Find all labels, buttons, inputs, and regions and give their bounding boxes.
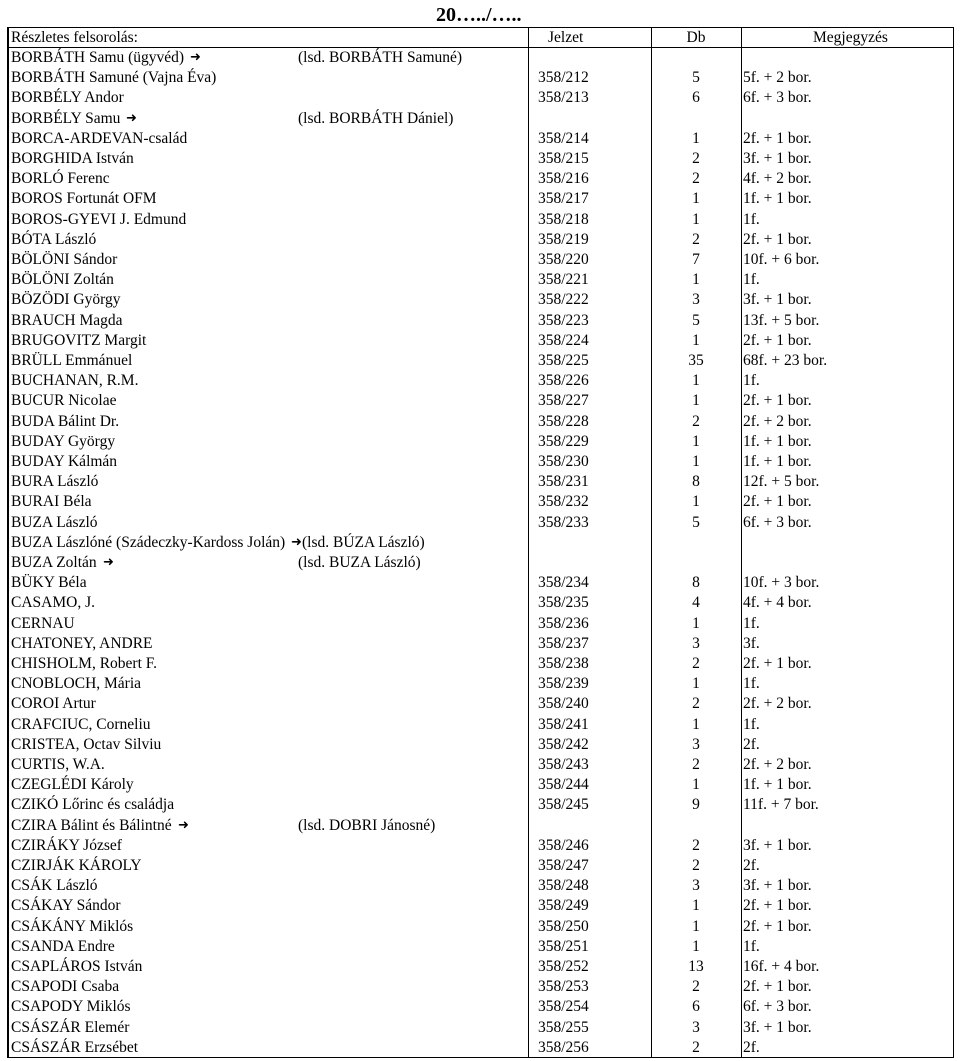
row-jelzet: 358/217 [538, 190, 589, 208]
row-db: 3 [692, 291, 700, 309]
row-jelzet: 358/237 [538, 634, 589, 652]
table-row [8, 997, 953, 1017]
table-row [8, 412, 953, 432]
row-db: 7 [692, 251, 700, 268]
row-megjegyzes: 2f. + 1 bor. [743, 978, 812, 996]
table-row [8, 48, 953, 68]
row-name: BUCUR Nicolae [11, 392, 117, 410]
row-megjegyzes: 10f. + 3 bor. [743, 574, 820, 592]
row-megjegyzes: 13f. + 5 bor. [743, 311, 820, 329]
row-jelzet: 358/253 [538, 978, 589, 996]
row-name: CSÁKÁNY Miklós [11, 917, 134, 935]
table-row [8, 472, 953, 492]
row-db: 1 [692, 776, 700, 794]
row-name: COROI Artur [11, 695, 96, 713]
row-jelzet: 358/243 [538, 756, 589, 773]
row-name: CSAPLÁROS István [11, 958, 143, 975]
row-megjegyzes: 11f. + 7 bor. [743, 796, 819, 814]
record-table [7, 27, 954, 1058]
table-row [8, 513, 953, 533]
row-name: CURTIS, W.A. [11, 756, 105, 773]
row-name: BOROS-GYEVI J. Edmund [11, 210, 187, 228]
row-name: BORBÉLY Samu [11, 109, 121, 127]
row-jelzet: 358/248 [538, 877, 589, 895]
row-megjegyzes: 5f. + 2 bor. [743, 69, 812, 87]
row-name: BORGHIDA István [11, 150, 134, 167]
row-jelzet: 358/220 [538, 251, 589, 268]
row-name: BÜKY Béla [11, 574, 87, 592]
row-megjegyzes: 3f. + 1 bor. [743, 291, 812, 309]
row-db: 1 [692, 493, 700, 511]
table-row [8, 250, 953, 270]
row-jelzet: 358/254 [538, 998, 589, 1016]
table-row [8, 1038, 953, 1058]
row-jelzet: 358/252 [538, 958, 589, 975]
header-name: Részletes felsorolás: [11, 29, 138, 46]
row-name: BORBÁTH Samu (ügyvéd) [11, 49, 185, 66]
row-db: 3 [692, 735, 700, 753]
table-row [8, 553, 953, 573]
row-db: 6 [692, 89, 700, 107]
row-name: CSAPODI Csaba [11, 978, 120, 996]
row-db: 35 [688, 352, 704, 369]
row-name: BUZA László [11, 513, 98, 531]
row-db: 1 [692, 392, 700, 410]
row-db: 2 [692, 170, 700, 188]
row-megjegyzes: 2f. + 1 bor. [743, 655, 812, 672]
row-reference: (lsd. DOBRI Jánosné) [298, 816, 436, 834]
table-row [8, 977, 953, 997]
date-placeholder: 20…../….. [436, 4, 522, 26]
row-megjegyzes: 68f. + 23 bor. [743, 352, 828, 369]
row-name: BÖLÖNI Zoltán [11, 271, 114, 289]
row-name: CSAPODY Miklós [11, 998, 131, 1016]
row-db: 1 [692, 271, 700, 289]
table-row [8, 917, 953, 937]
row-name: BÖLÖNI Sándor [11, 251, 118, 268]
table-row [8, 169, 953, 189]
table-row [8, 149, 953, 169]
row-name: CSANDA Endre [11, 937, 115, 955]
table-row [8, 816, 953, 836]
table-row [8, 694, 953, 714]
row-name: BUDA Bálint Dr. [11, 412, 120, 430]
row-megjegyzes: 1f. [743, 715, 760, 733]
row-jelzet: 358/219 [538, 230, 589, 248]
table-row [8, 109, 953, 129]
row-name: BRUGOVITZ Margit [11, 331, 147, 349]
row-megjegyzes: 1f. + 1 bor. [743, 432, 812, 450]
row-db: 1 [692, 614, 700, 632]
row-jelzet: 358/250 [538, 917, 589, 935]
table-row [8, 795, 953, 815]
row-megjegyzes: 1f. + 1 bor. [743, 190, 812, 208]
table-row [8, 432, 953, 452]
row-megjegyzes: 2f. + 1 bor. [743, 331, 812, 349]
header-db: Db [686, 29, 706, 46]
row-name: CHISHOLM, Robert F. [11, 655, 158, 672]
table-row [8, 311, 953, 331]
row-jelzet: 358/226 [538, 372, 589, 390]
row-jelzet: 358/235 [538, 594, 589, 612]
row-name: BORLÓ Ferenc [11, 170, 110, 188]
table-row [8, 775, 953, 795]
row-jelzet: 358/232 [538, 493, 589, 511]
row-name: CERNAU [11, 614, 75, 632]
row-jelzet: 358/251 [538, 937, 589, 955]
row-megjegyzes: 3f. + 1 bor. [743, 1018, 812, 1036]
row-jelzet: 358/214 [538, 129, 589, 147]
table-row [8, 634, 953, 654]
table-row [8, 755, 953, 775]
row-db: 8 [692, 574, 700, 592]
row-db: 1 [692, 190, 700, 208]
row-db: 1 [692, 715, 700, 733]
header-jelzet: Jelzet [548, 29, 584, 46]
row-jelzet: 358/256 [538, 1038, 589, 1056]
row-megjegyzes: 2f. + 2 bor. [743, 412, 812, 430]
row-db: 9 [692, 796, 700, 814]
row-jelzet: 358/213 [538, 89, 589, 107]
row-name: CSÁSZÁR Elemér [11, 1018, 130, 1036]
row-jelzet: 358/241 [538, 715, 589, 733]
table-row [8, 876, 953, 896]
row-megjegyzes: 3f. + 1 bor. [743, 836, 812, 854]
arrow-right-icon: ➜ [103, 555, 114, 570]
row-db: 2 [692, 978, 700, 996]
row-megjegyzes: 1f. [743, 372, 760, 390]
row-megjegyzes: 12f. + 5 bor. [743, 473, 820, 491]
row-name: BORBÁTH Samuné (Vajna Éva) [11, 69, 217, 87]
row-jelzet: 358/223 [538, 311, 589, 329]
row-name: BUDAY György [11, 432, 116, 450]
row-jelzet: 358/216 [538, 170, 589, 188]
table-row [8, 573, 953, 593]
row-name: CSÁKAY Sándor [11, 897, 121, 915]
row-megjegyzes: 6f. + 3 bor. [743, 513, 812, 531]
row-jelzet: 358/227 [538, 392, 589, 410]
row-name: CZIRÁKY József [11, 836, 122, 854]
row-megjegyzes: 2f. [743, 735, 760, 753]
row-db: 1 [692, 372, 700, 390]
row-db: 2 [692, 1038, 700, 1056]
table-row [8, 391, 953, 411]
table-row [8, 896, 953, 916]
arrow-right-icon: ➜ [190, 50, 201, 65]
row-megjegyzes: 2f. + 1 bor. [743, 230, 812, 248]
table-row [8, 533, 953, 553]
row-megjegyzes: 2f. [743, 857, 760, 874]
row-megjegyzes: 2f. + 1 bor. [743, 392, 812, 410]
row-jelzet: 358/224 [538, 331, 589, 349]
table-row [8, 715, 953, 735]
row-db: 8 [692, 473, 700, 491]
row-jelzet: 358/244 [538, 776, 589, 794]
row-name: CZEGLÉDI Károly [11, 776, 134, 794]
row-megjegyzes: 2f. + 2 bor. [743, 756, 812, 773]
row-jelzet: 358/225 [538, 352, 589, 369]
row-name: CSÁSZÁR Erzsébet [11, 1038, 139, 1056]
row-jelzet: 358/247 [538, 857, 589, 874]
table-header [8, 28, 953, 48]
row-name: CZIRA Bálint és Bálintné [11, 816, 172, 834]
row-db: 3 [692, 1018, 700, 1036]
row-jelzet: 358/221 [538, 271, 589, 289]
arrow-right-icon: ➜ [126, 110, 137, 126]
table-row [8, 290, 953, 310]
table-row [8, 836, 953, 856]
row-megjegyzes: 3f. + 1 bor. [743, 877, 812, 895]
row-jelzet: 358/242 [538, 735, 589, 753]
row-jelzet: 358/222 [538, 291, 589, 309]
row-name: BUDAY Kálmán [11, 453, 118, 470]
table-row [8, 68, 953, 88]
row-megjegyzes: 1f. [743, 271, 760, 289]
row-jelzet: 358/230 [538, 453, 589, 470]
row-db: 6 [692, 998, 700, 1016]
row-megjegyzes: 10f. + 6 bor. [743, 251, 820, 268]
table-row [8, 937, 953, 957]
row-db: 2 [692, 150, 700, 167]
table-row [8, 614, 953, 634]
row-db: 4 [692, 594, 700, 612]
row-name: BUCHANAN, R.M. [11, 372, 139, 390]
table-row [8, 593, 953, 613]
row-db: 1 [692, 675, 700, 693]
row-name: BÖZÖDI György [11, 291, 121, 309]
table-row [8, 189, 953, 209]
row-jelzet: 358/233 [538, 513, 589, 531]
row-megjegyzes: 4f. + 4 bor. [743, 594, 812, 612]
row-db: 1 [692, 210, 700, 228]
row-db: 1 [692, 453, 700, 470]
row-name: BOROS Fortunát OFM [11, 190, 157, 208]
row-megjegyzes: 1f. + 1 bor. [743, 776, 812, 794]
row-name: CRAFCIUC, Corneliu [11, 715, 151, 733]
row-name: CASAMO, J. [11, 594, 95, 612]
table-row [8, 230, 953, 250]
row-db: 2 [692, 230, 700, 248]
row-name: BRAUCH Magda [11, 311, 123, 329]
row-jelzet: 358/238 [538, 655, 589, 672]
table-row [8, 88, 953, 108]
header-megjegyzes: Megjegyzés [813, 29, 888, 46]
row-megjegyzes: 6f. + 3 bor. [743, 89, 812, 107]
table-row [8, 856, 953, 876]
row-db: 1 [692, 917, 700, 935]
row-name: CNOBLOCH, Mária [11, 675, 142, 693]
row-jelzet: 358/245 [538, 796, 589, 814]
row-megjegyzes: 6f. + 3 bor. [743, 998, 812, 1016]
row-name: BORBÉLY Andor [11, 89, 124, 107]
table-row [8, 371, 953, 391]
row-jelzet: 358/215 [538, 150, 589, 167]
row-db: 3 [692, 634, 700, 652]
row-jelzet: 358/228 [538, 412, 589, 430]
row-db: 1 [692, 331, 700, 349]
row-db: 5 [692, 69, 700, 87]
row-jelzet: 358/236 [538, 614, 589, 632]
row-jelzet: 358/249 [538, 897, 589, 915]
row-jelzet: 358/218 [538, 210, 589, 228]
row-megjegyzes: 3f. + 1 bor. [743, 150, 812, 167]
row-db: 5 [692, 311, 700, 329]
row-db: 2 [692, 695, 700, 713]
table-row [8, 674, 953, 694]
row-name: BRÜLL Emmánuel [11, 352, 133, 369]
table-row [8, 735, 953, 755]
row-db: 13 [688, 958, 704, 975]
row-db: 2 [692, 836, 700, 854]
row-db: 1 [692, 937, 700, 955]
row-name: BUZA Lászlóné (Szádeczky-Kardoss Jolán) [11, 533, 286, 551]
row-name: BORCA-ARDEVAN-család [11, 129, 188, 147]
row-megjegyzes: 1f. [743, 210, 760, 228]
row-jelzet: 358/231 [538, 473, 589, 491]
row-name: BURA László [11, 473, 99, 491]
row-db: 3 [692, 877, 700, 895]
row-megjegyzes: 3f. [743, 634, 760, 652]
row-megjegyzes: 16f. + 4 bor. [743, 958, 820, 975]
table-row [8, 129, 953, 149]
table-row [8, 351, 953, 371]
row-db: 2 [692, 412, 700, 430]
table-row [8, 452, 953, 472]
row-name: BÓTA László [11, 230, 97, 248]
row-megjegyzes: 2f. + 2 bor. [743, 695, 812, 713]
row-db: 2 [692, 756, 700, 773]
table-row [8, 1018, 953, 1038]
table-row [8, 210, 953, 230]
row-reference: (lsd. BUZA László) [298, 554, 421, 571]
table-row [8, 270, 953, 290]
table-row [8, 331, 953, 351]
row-name: CZIRJÁK KÁROLY [11, 857, 142, 874]
row-name: CSÁK László [11, 877, 98, 895]
row-name: BURAI Béla [11, 493, 92, 511]
row-megjegyzes: 2f. + 1 bor. [743, 129, 812, 147]
row-reference: (lsd. BORBÁTH Samuné) [298, 49, 463, 66]
row-name: CZIKÓ Lőrinc és családja [11, 796, 175, 814]
row-megjegyzes: 2f. [743, 1038, 760, 1056]
row-db: 1 [692, 432, 700, 450]
row-db: 1 [692, 897, 700, 915]
row-name: CHATONEY, ANDRE [11, 634, 153, 652]
row-megjegyzes: 1f. [743, 614, 760, 632]
row-megjegyzes: 2f. + 1 bor. [743, 897, 812, 915]
row-name: CRISTEA, Octav Silviu [11, 735, 162, 753]
row-db: 2 [692, 655, 700, 672]
row-megjegyzes: 1f. [743, 675, 760, 693]
table-row [8, 492, 953, 512]
row-jelzet: 358/229 [538, 432, 589, 450]
row-jelzet: 358/246 [538, 836, 589, 854]
row-db: 5 [692, 513, 700, 531]
row-name: BUZA Zoltán [11, 554, 97, 571]
arrow-right-icon: ➜ [291, 534, 302, 550]
table-row [8, 654, 953, 674]
row-jelzet: 358/239 [538, 675, 589, 693]
table-row [8, 957, 953, 977]
row-megjegyzes: 1f. + 1 bor. [743, 453, 812, 470]
row-jelzet: 358/234 [538, 574, 589, 592]
row-reference: (lsd. BORBÁTH Dániel) [298, 109, 454, 127]
row-megjegyzes: 2f. + 1 bor. [743, 493, 812, 511]
row-jelzet: 358/212 [538, 69, 589, 87]
row-megjegyzes: 1f. [743, 937, 760, 955]
row-reference: (lsd. BÚZA László) [302, 533, 425, 551]
row-jelzet: 358/240 [538, 695, 589, 713]
row-db: 1 [692, 129, 700, 147]
row-megjegyzes: 4f. + 2 bor. [743, 170, 812, 188]
row-megjegyzes: 2f. + 1 bor. [743, 917, 812, 935]
row-db: 2 [692, 857, 700, 874]
arrow-right-icon: ➜ [178, 817, 189, 833]
row-jelzet: 358/255 [538, 1018, 589, 1036]
